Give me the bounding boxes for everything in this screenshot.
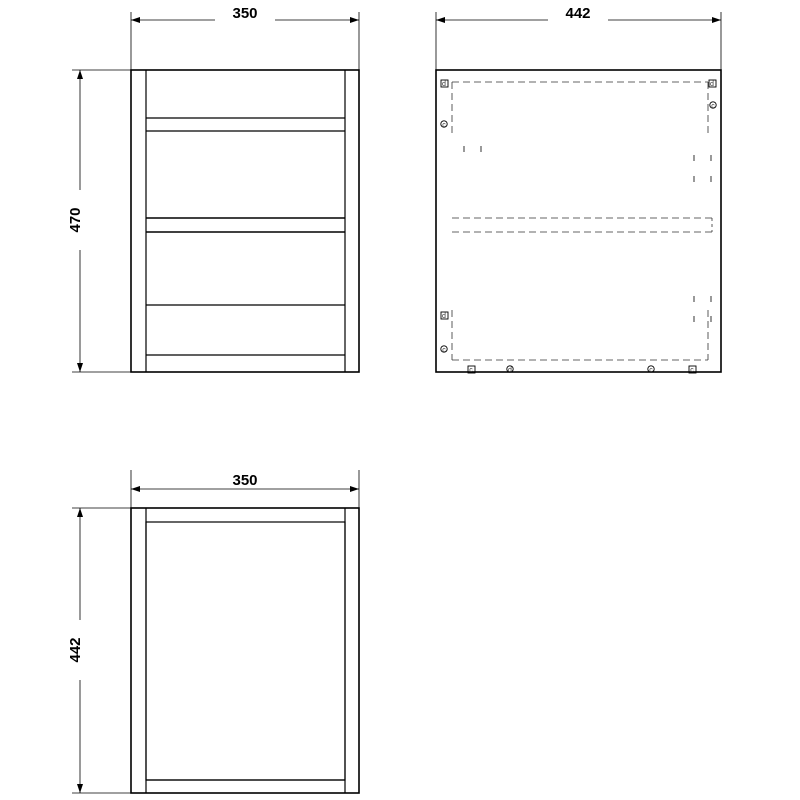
front-height-dimension <box>67 70 131 372</box>
side-label-d-2: d <box>710 81 714 88</box>
front-view-group <box>131 70 359 372</box>
front-width-arrow-left <box>131 17 140 23</box>
plan-height-arrow-top <box>77 508 83 517</box>
side-label-d-5: c <box>690 367 694 374</box>
front-height-label: 470 <box>67 207 84 233</box>
front-width-arrow-right <box>350 17 359 23</box>
side-label-d-4: c <box>469 367 473 374</box>
front-width-label: 350 <box>232 5 258 22</box>
plan-view-group <box>131 508 359 793</box>
plan-width-arrow-left <box>131 486 140 492</box>
side-width-arrow-left <box>436 17 445 23</box>
plan-height-arrow-bottom <box>77 784 83 793</box>
plan-height-label: 442 <box>67 637 84 663</box>
front-height-arrow-bottom <box>77 363 83 372</box>
side-label-d-1: d <box>442 81 446 88</box>
plan-inner-opening <box>146 522 345 780</box>
side-width-arrow-right <box>712 17 721 23</box>
side-width-dimension <box>436 5 721 70</box>
side-label-c-3: c <box>442 347 446 354</box>
side-label-c-4: d <box>508 367 512 374</box>
side-label-c-5: c <box>649 367 653 374</box>
plan-width-dimension <box>131 470 359 508</box>
front-height-arrow-top <box>77 70 83 79</box>
side-label-c-1: c <box>442 122 446 129</box>
plan-width-arrow-right <box>350 486 359 492</box>
front-width-dimension <box>131 5 359 70</box>
side-width-label: 442 <box>565 5 591 22</box>
side-view-outline <box>436 70 721 372</box>
front-view-outline <box>131 70 359 372</box>
side-label-c-2: c <box>711 103 715 110</box>
plan-height-dimension <box>67 508 131 793</box>
side-label-d-3: d <box>442 313 446 320</box>
side-view-group <box>436 70 721 374</box>
plan-width-label: 350 <box>232 472 258 489</box>
